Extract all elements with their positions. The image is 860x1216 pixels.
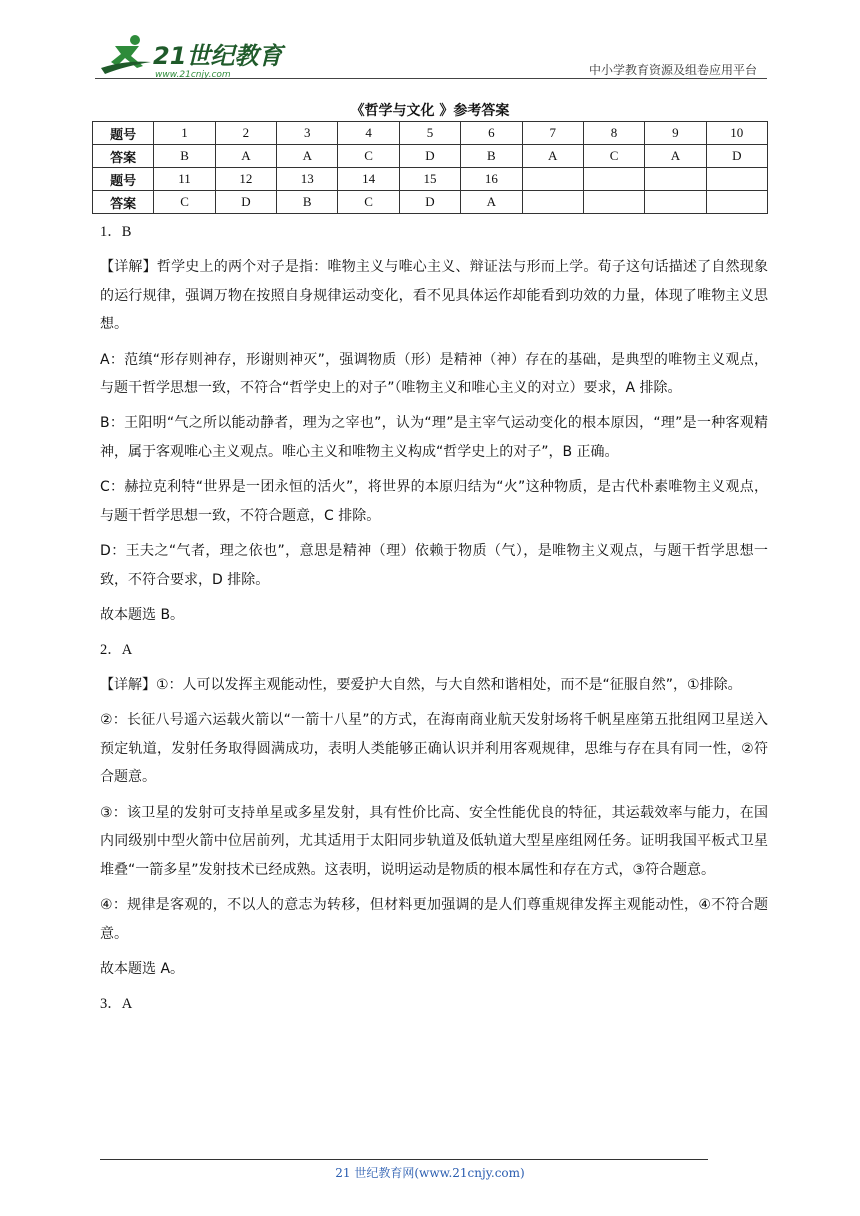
table-cell: 11 — [154, 168, 215, 191]
table-cell: C — [583, 145, 644, 168]
table-cell: 3 — [277, 122, 338, 145]
table-cell — [706, 168, 767, 191]
table-cell: 8 — [583, 122, 644, 145]
footer-divider — [100, 1159, 708, 1160]
table-cell: 10 — [706, 122, 767, 145]
explanation-paragraph: ②：长征八号遥六运载火箭以“一箭十八星”的方式，在海南商业航天发射场将千帆星座第五批组网卫星送入预定轨道，发射任务取得圆满成功，表明人类能够正确认识并利用客观规律，思维与存在具有同一性，②符合题意。 — [100, 712, 768, 786]
explanation-paragraph: 故本题选 A。 — [100, 960, 185, 977]
table-cell: 12 — [215, 168, 276, 191]
table-row — [93, 191, 768, 214]
table-cell: D — [399, 191, 460, 214]
table-cell: A — [461, 191, 522, 214]
logo-url-text: www.21cnjy.com — [155, 70, 231, 80]
table-cell: 15 — [399, 168, 460, 191]
table-cell — [583, 191, 644, 214]
question-answer-heading: 3．A — [100, 995, 133, 1012]
table-cell: 9 — [645, 122, 706, 145]
table-cell: B — [461, 145, 522, 168]
question-answer-heading: 1．B — [100, 224, 132, 240]
row-header: 答案 — [93, 191, 154, 214]
table-cell: C — [338, 191, 399, 214]
table-cell: 13 — [277, 168, 338, 191]
table-cell: A — [645, 145, 706, 168]
table-cell: 5 — [399, 122, 460, 145]
explanation-paragraph: ④：规律是客观的，不以人的意志为转移，但材料更加强调的是人们尊重规律发挥主观能动性，④不符合题意。 — [100, 897, 768, 942]
explanation-paragraph: D：王夫之“气者，理之依也”，意思是精神（理）依赖于物质（气），是唯物主义观点，与题干哲学思想一致，不符合要求，D 排除。 — [100, 542, 768, 588]
table-cell: 6 — [461, 122, 522, 145]
table-cell: B — [154, 145, 215, 168]
row-header: 答案 — [93, 145, 154, 168]
row-header: 题号 — [93, 168, 154, 191]
table-cell: A — [277, 145, 338, 168]
footer-link[interactable]: 21 世纪教育网(www.21cnjy.com) — [335, 1166, 525, 1180]
table-cell: D — [215, 191, 276, 214]
table-cell: 1 — [154, 122, 215, 145]
table-row — [93, 145, 768, 168]
table-cell: C — [154, 191, 215, 214]
table-cell — [645, 191, 706, 214]
answer-table — [92, 121, 768, 214]
explanation-paragraph: 故本题选 B。 — [100, 606, 185, 623]
table-cell: A — [522, 145, 583, 168]
logo-main-text: 21世纪教育 — [153, 42, 283, 70]
explanation-paragraph: C：赫拉克利特“世界是一团永恒的活火”，将世界的本原归结为“火”这种物质，是古代朴素唯物主义观点，与题干哲学思想一致，不符合题意，C 排除。 — [100, 479, 768, 524]
table-cell — [522, 191, 583, 214]
table-cell: D — [399, 145, 460, 168]
table-cell: C — [338, 145, 399, 168]
table-cell: A — [215, 145, 276, 168]
table-cell: 16 — [461, 168, 522, 191]
explanation-paragraph: 【详解】哲学史上的两个对子是指：唯物主义与唯心主义、辩证法与形而上学。荀子这句话描述了自然现象的运行规律，强调万物在按照自身规律运动变化，看不见具体运作却能看到功效的力量，体现了唯物主义思想。 — [100, 259, 768, 333]
table-cell — [583, 168, 644, 191]
question-answer-heading: 2．A — [100, 641, 133, 658]
page-title: 《哲学与文化 》参考答案 — [350, 103, 510, 119]
explanation-paragraph: B：王阳明“气之所以能动静者，理为之宰也”，认为“理”是主宰气运动变化的根本原因，“理”是一种客观精神，属于客观唯心主义观点。唯心主义和唯物主义构成“哲学史上的对子”，B 正确。 — [100, 415, 768, 460]
explanation-paragraph: A：范缜“形存则神存，形谢则神灭”，强调物质（形）是精神（神）存在的基础，是典型的唯物主义观点，与题干哲学思想一致，不符合“哲学史上的对子”（唯物主义和唯心主义的对立）要求，A 排除。 — [100, 351, 768, 397]
table-cell — [522, 168, 583, 191]
table-cell: 2 — [215, 122, 276, 145]
table-row — [93, 122, 768, 145]
runner-icon — [101, 35, 151, 74]
table-cell: 14 — [338, 168, 399, 191]
table-cell — [645, 168, 706, 191]
row-header: 题号 — [93, 122, 154, 145]
platform-name: 中小学教育资源及组卷应用平台 — [588, 63, 757, 77]
explanations — [100, 218, 768, 1025]
table-cell: 4 — [338, 122, 399, 145]
page-header — [95, 30, 767, 82]
header-divider — [95, 78, 767, 79]
table-cell — [706, 191, 767, 214]
table-cell: D — [706, 145, 767, 168]
table-cell: B — [277, 191, 338, 214]
explanation-paragraph: ③：该卫星的发射可支持单星或多星发射，具有性价比高、安全性能优良的特征，其运载效率与能力，在国内同级别中型火箭中位居前列，尤其适用于太阳同步轨道及低轨道大型星座组网任务。证明我国平板式卫星堆叠“一箭多星”发射技术已经成熟。这表明，说明运动是物质的根本属性和存在方式，③符合题意。 — [100, 804, 768, 878]
explanation-paragraph: 【详解】①：人可以发挥主观能动性，要爱护大自然，与大自然和谐相处，而不是“征服自然”，①排除。 — [100, 677, 742, 694]
table-cell: 7 — [522, 122, 583, 145]
logo — [95, 32, 283, 80]
table-row — [93, 168, 768, 191]
